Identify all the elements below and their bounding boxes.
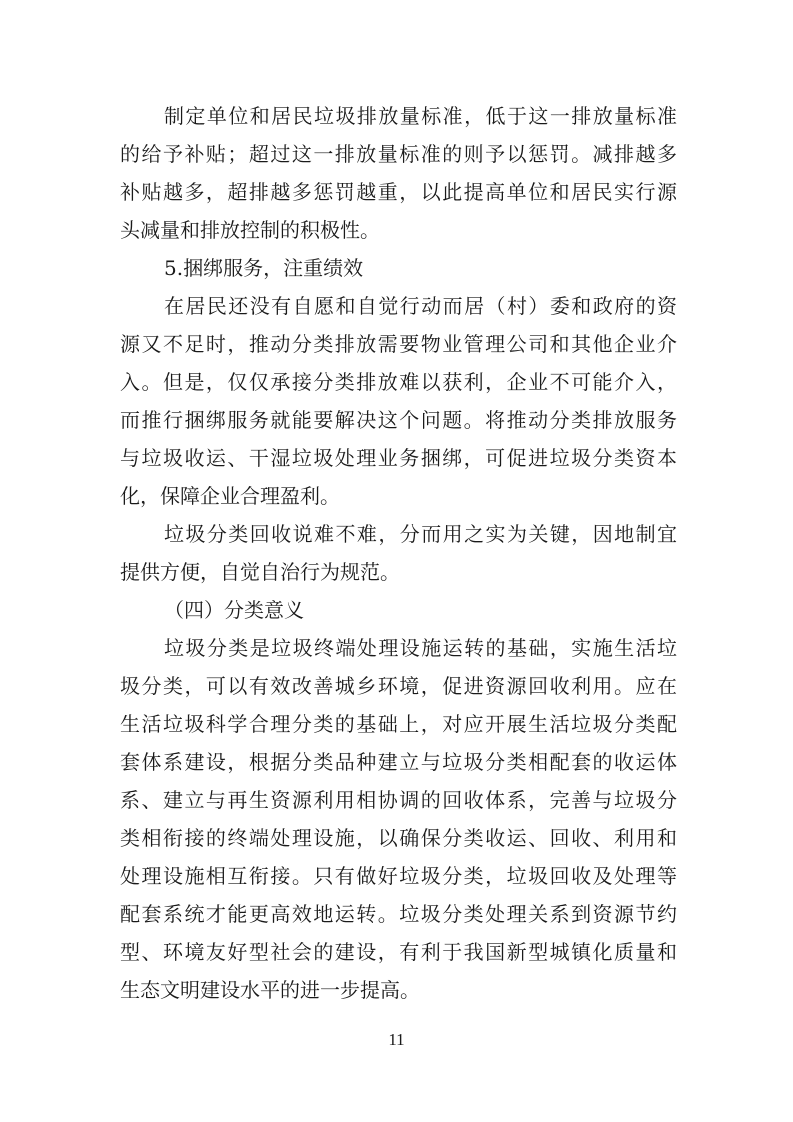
text-line: 与垃圾收运、干湿垃圾处理业务捆绑，可促进垃圾分类资本	[120, 446, 677, 470]
text-line: 的给予补贴；超过这一排放量标准的则予以惩罚。减排越多	[120, 142, 677, 166]
text-line: 头减量和排放控制的积极性。	[120, 218, 380, 242]
page-number: 11	[388, 1030, 405, 1049]
text-line: 处理设施相互衔接。只有做好垃圾分类，垃圾回收及处理等	[120, 864, 677, 888]
text-line: 入。但是，仅仅承接分类排放难以获利，企业不可能介入，	[120, 370, 677, 394]
paragraph-emission-standard	[120, 97, 677, 249]
text-line: 生活垃圾科学合理分类的基础上，对应开展生活垃圾分类配	[120, 712, 677, 736]
text-line: 系、建立与再生资源利用相协调的回收体系，完善与垃圾分	[120, 788, 677, 812]
text-line: 套体系建设，根据分类品种建立与垃圾分类相配套的收运体	[120, 750, 677, 774]
text-line: 垃圾分类回收说难不难，分而用之实为关键，因地制宜	[164, 522, 677, 546]
text-line: 制定单位和居民垃圾排放量标准，低于这一排放量标准	[164, 104, 677, 128]
text-line: 类相衔接的终端处理设施，以确保分类收运、回收、利用和	[120, 826, 677, 850]
section-heading-4: （四）分类意义	[164, 598, 304, 622]
text-line: 源又不足时，推动分类排放需要物业管理公司和其他企业介	[120, 332, 677, 356]
text-line: 在居民还没有自愿和自觉行动而居（村）委和政府的资	[164, 294, 677, 318]
text-line: 生态文明建设水平的进一步提高。	[120, 978, 420, 1002]
text-line: 圾分类，可以有效改善城乡环境，促进资源回收利用。应在	[120, 674, 677, 698]
section-heading-5: 5.捆绑服务，注重绩效	[164, 256, 364, 280]
text-line: 型、环境友好型社会的建设，有利于我国新型城镇化质量和	[120, 940, 677, 964]
text-line: 配套系统才能更高效地运转。垃圾分类处理关系到资源节约	[120, 902, 677, 926]
paragraph-significance	[120, 629, 677, 1009]
text-line: 补贴越多，超排越多惩罚越重，以此提高单位和居民实行源	[120, 180, 677, 204]
text-line: 化，保障企业合理盈利。	[120, 484, 340, 508]
paragraph-bundled-service	[120, 287, 677, 515]
text-line: 垃圾分类是垃圾终端处理设施运转的基础，实施生活垃	[164, 636, 677, 660]
text-line: 提供方便，自觉自治行为规范。	[120, 560, 400, 584]
text-line: 而推行捆绑服务就能要解决这个问题。将推动分类排放服务	[120, 408, 677, 432]
document-body	[120, 97, 677, 1009]
paragraph-summary	[120, 515, 677, 591]
